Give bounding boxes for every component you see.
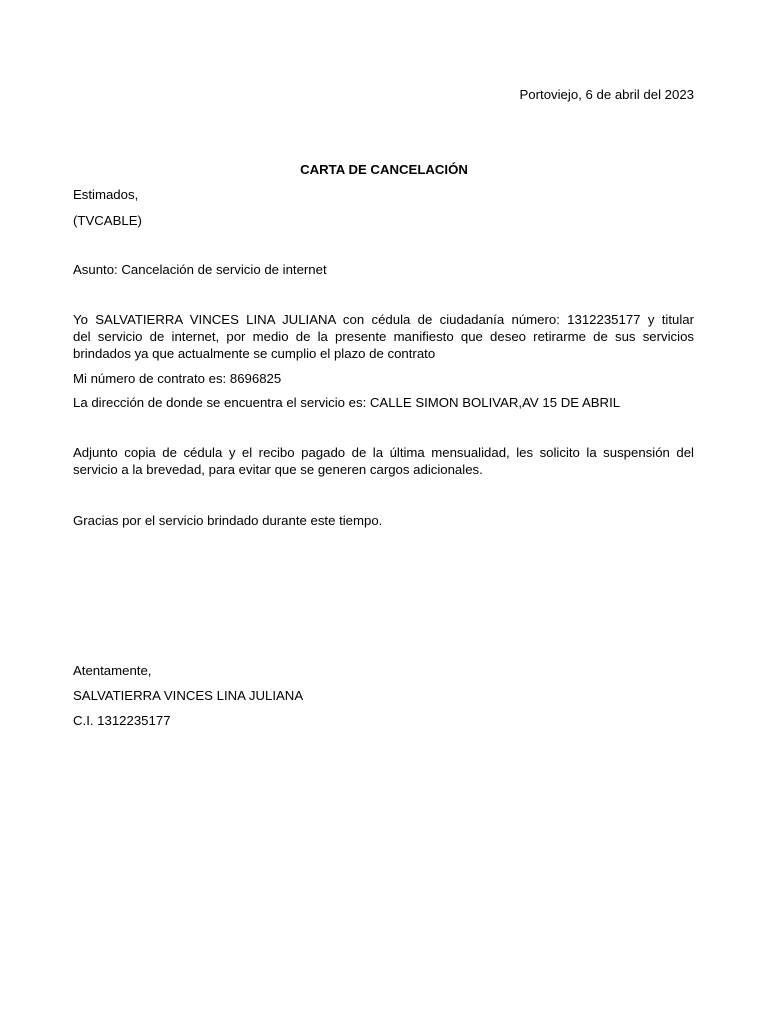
paragraph-line: Adjunto copia de cédula y el recibo pagado de la última mensualidad, les solicito la suspensión del [73,445,694,460]
date-line: Portoviejo, 6 de abril del 2023 [519,87,694,102]
body-paragraph-1 [73,311,694,362]
body-paragraph-2 [73,444,694,478]
service-address-line: La dirección de donde se encuentra el servicio es: CALLE SIMON BOLIVAR,AV 15 DE ABRIL [73,395,621,410]
signer-name: SALVATIERRA VINCES LINA JULIANA [73,688,304,703]
signer-id: C.I. 1312235177 [73,713,171,728]
greeting: Estimados, [73,187,139,202]
contract-number-line: Mi número de contrato es: 8696825 [73,371,282,386]
subject-line: Asunto: Cancelación de servicio de internet [73,262,327,277]
closing: Atentamente, [73,663,152,678]
paragraph-line: servicio a la brevedad, para evitar que se generen cargos adicionales. [73,462,483,477]
thanks-line: Gracias por el servicio brindado durante este tiempo. [73,513,383,528]
paragraph-line: brindados ya que actualmente se cumplio el plazo de contrato [73,346,436,361]
letter-title: CARTA DE CANCELACIÓN [300,162,468,177]
paragraph-line: del servicio de internet, por medio de la presente manifiesto que deseo retirarme de sus servicios [73,329,694,344]
recipient: (TVCABLE) [73,213,142,228]
paragraph-line: Yo SALVATIERRA VINCES LINA JULIANA con cédula de ciudadanía número: 1312235177 y titular [73,312,694,327]
